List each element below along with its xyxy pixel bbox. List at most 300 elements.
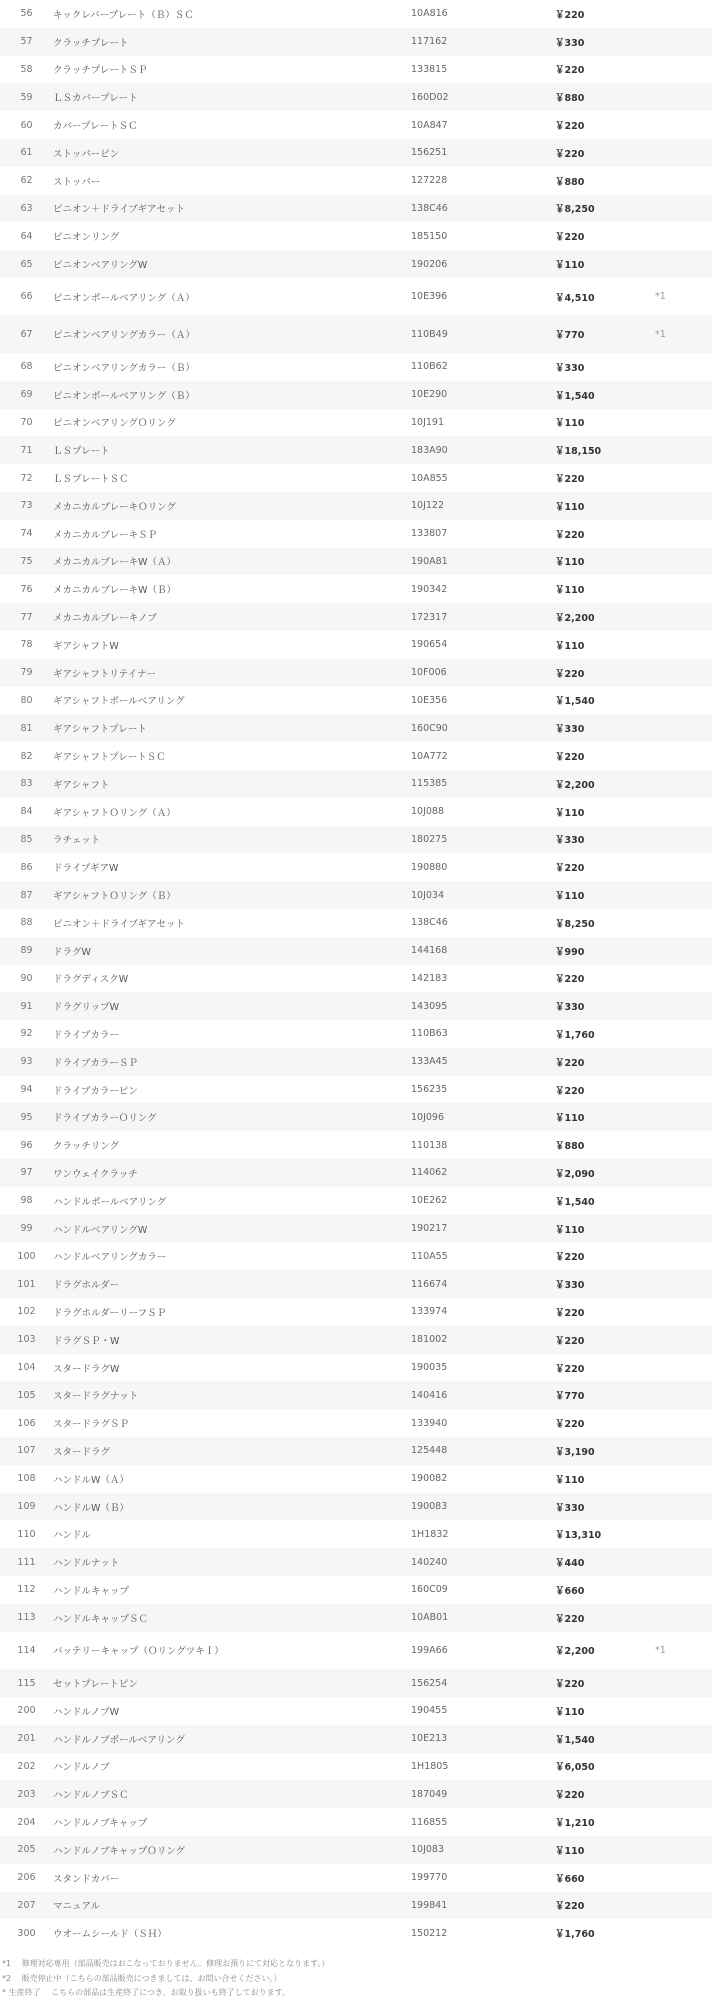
table-row [0, 548, 712, 576]
table-row [0, 1381, 712, 1409]
part-number: 81 [0, 714, 53, 742]
table-row [0, 1298, 712, 1326]
part-name: ピニオンベアリングカラー（Ａ） [53, 315, 411, 353]
part-note [655, 56, 712, 84]
part-code: 181002 [411, 1326, 535, 1354]
part-code: 190342 [411, 583, 448, 595]
part-price: ￥880 [535, 83, 655, 111]
table-row [0, 139, 712, 167]
part-name: クラッチリング [53, 1141, 120, 1153]
part-note [655, 353, 712, 381]
part-name: ハンドルノブボールベアリング [53, 1725, 411, 1753]
part-price: ￥110 [535, 1215, 655, 1243]
part-price: ￥770 [535, 1381, 655, 1409]
table-row [0, 1076, 712, 1104]
part-name: メカニカルブレーキノブ [53, 603, 411, 631]
table-row [0, 714, 712, 742]
part-number: 110 [17, 1528, 36, 1540]
part-price: ￥220 [535, 1669, 655, 1697]
part-price: ￥880 [555, 176, 585, 188]
part-note [655, 1381, 712, 1409]
part-name: クラッチプレート [53, 28, 411, 56]
part-price: ￥110 [555, 807, 585, 819]
part-note [655, 853, 712, 881]
table-row [0, 909, 712, 937]
part-note [655, 1836, 712, 1864]
part-number: 98 [20, 1195, 33, 1207]
part-note [655, 520, 712, 548]
part-number: 92 [20, 1028, 33, 1040]
part-number: 90 [20, 972, 33, 984]
part-price: ￥1,540 [535, 381, 655, 409]
part-price: ￥880 [555, 1141, 585, 1153]
part-number: 105 [0, 1381, 53, 1409]
part-number: 76 [20, 583, 33, 595]
part-name: ハンドルノブＳＣ [53, 1780, 411, 1808]
part-name: ギアシャフトボールベアリング [53, 696, 185, 708]
part-number: 66 [20, 291, 33, 303]
part-price: ￥330 [535, 28, 655, 56]
part-name: ギアシャフトリテイナー [53, 659, 411, 687]
part-name: ハンドルノブキャップ [53, 1818, 148, 1829]
part-number: 99 [0, 1215, 53, 1243]
part-number: 64 [20, 230, 33, 242]
part-price: ￥1,540 [535, 1725, 655, 1753]
part-number: 63 [0, 195, 53, 223]
part-code: 190455 [411, 1705, 448, 1717]
part-number: 113 [0, 1604, 53, 1632]
part-code: 10J096 [411, 1103, 535, 1131]
part-price: ￥330 [535, 1270, 655, 1298]
part-note: *1 [655, 291, 666, 303]
part-price: ￥110 [535, 1836, 655, 1864]
part-name: ドライブカラー [53, 1029, 119, 1041]
part-name: ハンドルナット [53, 1548, 411, 1576]
part-name: ハンドル [53, 1530, 92, 1542]
footnotes [0, 1947, 712, 2001]
table-row [0, 742, 712, 770]
part-name: ハンドルノブW [53, 1706, 120, 1718]
part-note [655, 909, 712, 937]
part-note: *1 [655, 1644, 666, 1656]
part-price: ￥220 [535, 139, 655, 167]
part-price: ￥1,210 [555, 1818, 595, 1829]
table-row [0, 1697, 712, 1725]
part-note [655, 0, 712, 28]
part-price: ￥110 [555, 640, 585, 652]
part-code: 10E213 [411, 1725, 535, 1753]
part-price: ￥330 [535, 714, 655, 742]
part-name: ピニオンベアリングＯリング [53, 418, 176, 430]
part-code: 156254 [411, 1669, 535, 1697]
part-code: 10E290 [411, 381, 535, 409]
table-row [0, 1242, 712, 1270]
part-price: ￥220 [555, 1252, 585, 1264]
part-note [655, 1215, 712, 1243]
part-number: 75 [0, 548, 53, 576]
part-name: ピニオン＋ドライブギアセット [53, 195, 411, 223]
part-price: ￥220 [555, 974, 585, 986]
table-row [0, 1437, 712, 1465]
part-number: 205 [0, 1836, 53, 1864]
table-row [0, 278, 712, 316]
part-number: 72 [20, 472, 33, 484]
table-row [0, 0, 712, 28]
part-note [655, 1808, 712, 1836]
table-row [0, 826, 712, 854]
part-price: ￥220 [555, 232, 585, 244]
part-code: 116855 [411, 1816, 448, 1828]
part-code: 138C46 [411, 195, 535, 223]
table-row [0, 250, 712, 278]
table-row [0, 1103, 712, 1131]
part-number: 71 [0, 436, 53, 464]
part-note [655, 687, 712, 715]
table-row [0, 28, 712, 56]
part-note [655, 575, 712, 603]
part-name: ギアシャフトＯリング（Ａ） [53, 807, 176, 819]
part-number: 74 [20, 528, 33, 540]
part-code: 10E356 [411, 694, 448, 706]
part-name: ハンドルW（Ａ） [53, 1474, 129, 1486]
part-code: 190035 [411, 1362, 448, 1374]
part-note [655, 1864, 712, 1892]
part-code: 110B62 [411, 361, 448, 373]
part-name: ハンドルW（Ｂ） [53, 1493, 411, 1521]
part-price: ￥660 [555, 1585, 585, 1597]
part-number: 77 [0, 603, 53, 631]
part-name: スタードラグ [53, 1437, 411, 1465]
part-number: 203 [0, 1780, 53, 1808]
part-name: クラッチプレートＳＰ [53, 65, 148, 77]
part-name: ピニオンボールベアリング（Ｂ） [53, 381, 411, 409]
table-row [0, 353, 712, 381]
table-row [0, 1669, 712, 1697]
part-name: ピニオン＋ドライブギアセット [53, 918, 185, 930]
part-number: 87 [0, 881, 53, 909]
part-price: ￥1,760 [555, 1929, 595, 1941]
part-code: 142183 [411, 972, 448, 984]
part-code: 144168 [411, 937, 535, 965]
part-name: マニュアル [53, 1892, 411, 1920]
part-note [655, 1548, 712, 1576]
part-note [655, 167, 712, 195]
part-price: ￥3,190 [535, 1437, 655, 1465]
part-number: 100 [17, 1250, 36, 1262]
part-code: 115385 [411, 770, 535, 798]
part-number: 114 [17, 1644, 36, 1656]
part-code: 10F006 [411, 659, 535, 687]
part-number: 300 [17, 1927, 36, 1939]
part-code: 125448 [411, 1437, 535, 1465]
part-note [655, 992, 712, 1020]
part-note [655, 1326, 712, 1354]
part-note [655, 742, 712, 770]
part-code: 1H1832 [411, 1528, 449, 1540]
part-code: 172317 [411, 603, 535, 631]
part-name: ドラグＳＰ・W [53, 1326, 411, 1354]
table-row [0, 1131, 712, 1159]
table-row [0, 992, 712, 1020]
part-price: ￥220 [555, 9, 585, 21]
part-code: 110B63 [411, 1028, 448, 1040]
table-row [0, 1270, 712, 1298]
part-number: 82 [20, 750, 33, 762]
part-number: 80 [20, 694, 33, 706]
part-price: ￥110 [555, 1474, 585, 1486]
part-code: 190206 [411, 250, 535, 278]
table-row [0, 1020, 712, 1048]
table-row [0, 436, 712, 464]
part-note [655, 464, 712, 492]
part-price: ￥220 [555, 1419, 585, 1431]
part-code: 185150 [411, 230, 448, 242]
part-note [655, 1270, 712, 1298]
part-code: 10J122 [411, 492, 535, 520]
part-name: カバープレートＳＣ [53, 121, 138, 133]
part-price: ￥110 [555, 585, 585, 597]
part-note [655, 548, 712, 576]
part-number: 78 [20, 639, 33, 651]
part-code: 10J083 [411, 1836, 535, 1864]
table-row [0, 83, 712, 111]
part-price: ￥8,250 [555, 918, 595, 930]
part-price: ￥330 [535, 992, 655, 1020]
part-number: 202 [17, 1760, 36, 1772]
part-code: 114062 [411, 1159, 535, 1187]
part-number: 65 [0, 250, 53, 278]
part-price: ￥220 [535, 1326, 655, 1354]
part-code: 160D02 [411, 83, 535, 111]
footnote: * 生産終了 こちらの部品は生産終了につき、お取り扱いも終了しております。 [2, 1988, 290, 1998]
part-number: 95 [0, 1103, 53, 1131]
part-note [655, 1604, 712, 1632]
table-row [0, 687, 712, 715]
table-row [0, 1892, 712, 1920]
part-code: 133807 [411, 528, 448, 540]
table-row [0, 1780, 712, 1808]
part-note [655, 1520, 712, 1548]
part-number: 67 [0, 315, 53, 353]
part-price: ￥220 [555, 529, 585, 541]
part-name: バッテリーキャップ（ＯリングツキＩ） [53, 1646, 224, 1658]
part-name: キックレバープレート（Ｂ）ＳＣ [53, 9, 194, 21]
table-row [0, 1864, 712, 1892]
part-number: 102 [17, 1306, 36, 1318]
table-row [0, 492, 712, 520]
part-note [655, 1298, 712, 1326]
part-number: 104 [17, 1362, 36, 1374]
part-number: 57 [0, 28, 53, 56]
part-note [655, 28, 712, 56]
part-price: ￥13,310 [555, 1530, 602, 1542]
part-price: ￥110 [535, 250, 655, 278]
part-note [655, 250, 712, 278]
part-code: 10A847 [411, 119, 448, 131]
part-price: ￥220 [555, 1363, 585, 1375]
part-note [655, 881, 712, 909]
part-number: 60 [20, 119, 33, 131]
table-row [0, 659, 712, 687]
part-note [655, 1409, 712, 1437]
part-code: 150212 [411, 1927, 448, 1939]
part-code: 199841 [411, 1892, 535, 1920]
part-note [655, 436, 712, 464]
part-note [655, 631, 712, 659]
part-code: 190A81 [411, 548, 535, 576]
part-name: ドライブカラーＳＰ [53, 1048, 411, 1076]
table-row [0, 798, 712, 826]
part-note [655, 1020, 712, 1048]
part-note [655, 1437, 712, 1465]
part-price: ￥110 [535, 1103, 655, 1131]
part-note [655, 826, 712, 854]
part-name: ピニオンベアリングW [53, 250, 411, 278]
table-row [0, 1187, 712, 1215]
part-price: ￥110 [535, 881, 655, 909]
part-name: ハンドルベアリングカラー [53, 1252, 167, 1264]
part-code: 117162 [411, 28, 535, 56]
part-code: 116674 [411, 1270, 535, 1298]
table-row [0, 1465, 712, 1493]
part-price: ￥110 [535, 548, 655, 576]
part-price: ￥220 [555, 474, 585, 486]
part-note [655, 1131, 712, 1159]
part-price: ￥330 [555, 362, 585, 374]
table-row [0, 881, 712, 909]
part-name: ドライブカラーピン [53, 1085, 138, 1097]
table-row [0, 603, 712, 631]
part-code: 140416 [411, 1381, 535, 1409]
part-name: ハンドルキャップＳＣ [53, 1604, 411, 1632]
part-price: ￥6,050 [555, 1762, 595, 1774]
part-price: ￥220 [535, 1048, 655, 1076]
part-number: 115 [0, 1669, 53, 1697]
part-code: 190082 [411, 1473, 448, 1485]
part-code: 1H1805 [411, 1760, 449, 1772]
part-name: ＬＳカバープレート [53, 83, 411, 111]
part-number: 206 [17, 1872, 36, 1884]
table-row [0, 1409, 712, 1437]
part-number: 69 [0, 381, 53, 409]
part-note [655, 1187, 712, 1215]
table-row [0, 1753, 712, 1781]
part-number: 201 [0, 1725, 53, 1753]
part-code: 190654 [411, 639, 448, 651]
part-name: ワンウェイクラッチ [53, 1159, 411, 1187]
part-name: メカニカルブレーキW（Ｂ） [53, 585, 177, 597]
part-note [655, 1892, 712, 1920]
part-price: ￥220 [555, 1307, 585, 1319]
part-price: ￥660 [555, 1873, 585, 1885]
table-row [0, 1048, 712, 1076]
part-number: 88 [20, 917, 33, 929]
part-price: ￥770 [535, 315, 655, 353]
table-row [0, 1215, 712, 1243]
part-note [655, 1465, 712, 1493]
part-price: ￥220 [555, 121, 585, 133]
table-row [0, 56, 712, 84]
part-number: 58 [20, 63, 33, 75]
part-code: 156235 [411, 1084, 448, 1096]
part-price: ￥110 [535, 492, 655, 520]
part-number: 96 [20, 1139, 33, 1151]
part-price: ￥220 [555, 65, 585, 77]
part-code: 10J191 [411, 416, 445, 428]
part-code: 140240 [411, 1548, 535, 1576]
part-number: 111 [0, 1548, 53, 1576]
part-code: 10E396 [411, 291, 448, 303]
part-name: メカニカルブレーキW（Ａ） [53, 548, 411, 576]
footnote: *1 修理対応専用（部品販売はおこなっておりません。修理お預りにて対応となります。） [2, 1959, 330, 1969]
part-note: *1 [655, 315, 712, 353]
part-price: ￥110 [555, 418, 585, 430]
part-code: 133A45 [411, 1048, 535, 1076]
part-number: 112 [17, 1584, 36, 1596]
part-price: ￥1,540 [555, 1196, 595, 1208]
part-price: ￥220 [535, 659, 655, 687]
table-row [0, 167, 712, 195]
part-code: 187049 [411, 1780, 535, 1808]
part-code: 127228 [411, 175, 448, 187]
part-number: 59 [0, 83, 53, 111]
part-number: 70 [20, 416, 33, 428]
part-price: ￥220 [555, 752, 585, 764]
table-row [0, 937, 712, 965]
part-code: 10A855 [411, 472, 448, 484]
part-price: ￥440 [535, 1548, 655, 1576]
part-price: ￥1,540 [555, 696, 595, 708]
part-name: ギアシャフト [53, 770, 411, 798]
part-name: ギアシャフトＯリング（Ｂ） [53, 881, 411, 909]
part-code: 199A66 [411, 1644, 448, 1656]
part-name: メカニカルブレーキＯリング [53, 492, 411, 520]
part-name: ピニオンボールベアリング（Ａ） [53, 292, 195, 304]
table-row [0, 575, 712, 603]
part-note [655, 83, 712, 111]
part-number: 89 [0, 937, 53, 965]
table-row [0, 520, 712, 548]
table-row [0, 1159, 712, 1187]
table-row [0, 1836, 712, 1864]
part-note [655, 714, 712, 742]
part-price: ￥220 [555, 863, 585, 875]
part-note [655, 1780, 712, 1808]
part-note [655, 1159, 712, 1187]
part-note [655, 1697, 712, 1725]
part-number: 86 [20, 861, 33, 873]
part-number: 56 [20, 8, 33, 20]
part-note [655, 1103, 712, 1131]
part-name: ハンドルノブ [53, 1762, 110, 1774]
part-number: 109 [0, 1493, 53, 1521]
part-name: スタードラグナット [53, 1381, 411, 1409]
table-row [0, 111, 712, 139]
part-note [655, 1076, 712, 1104]
part-name: ウオームシールド（ＳＨ） [53, 1929, 167, 1941]
part-note [655, 659, 712, 687]
part-note [655, 798, 712, 826]
table-row [0, 195, 712, 223]
part-price: ￥330 [535, 1493, 655, 1521]
part-name: ハンドルキャップ [53, 1585, 130, 1597]
part-price: ￥2,200 [535, 770, 655, 798]
part-code: 190880 [411, 861, 448, 873]
part-note [655, 1669, 712, 1697]
part-name: ドラグW [53, 937, 411, 965]
part-number: 62 [20, 175, 33, 187]
part-note [655, 1725, 712, 1753]
